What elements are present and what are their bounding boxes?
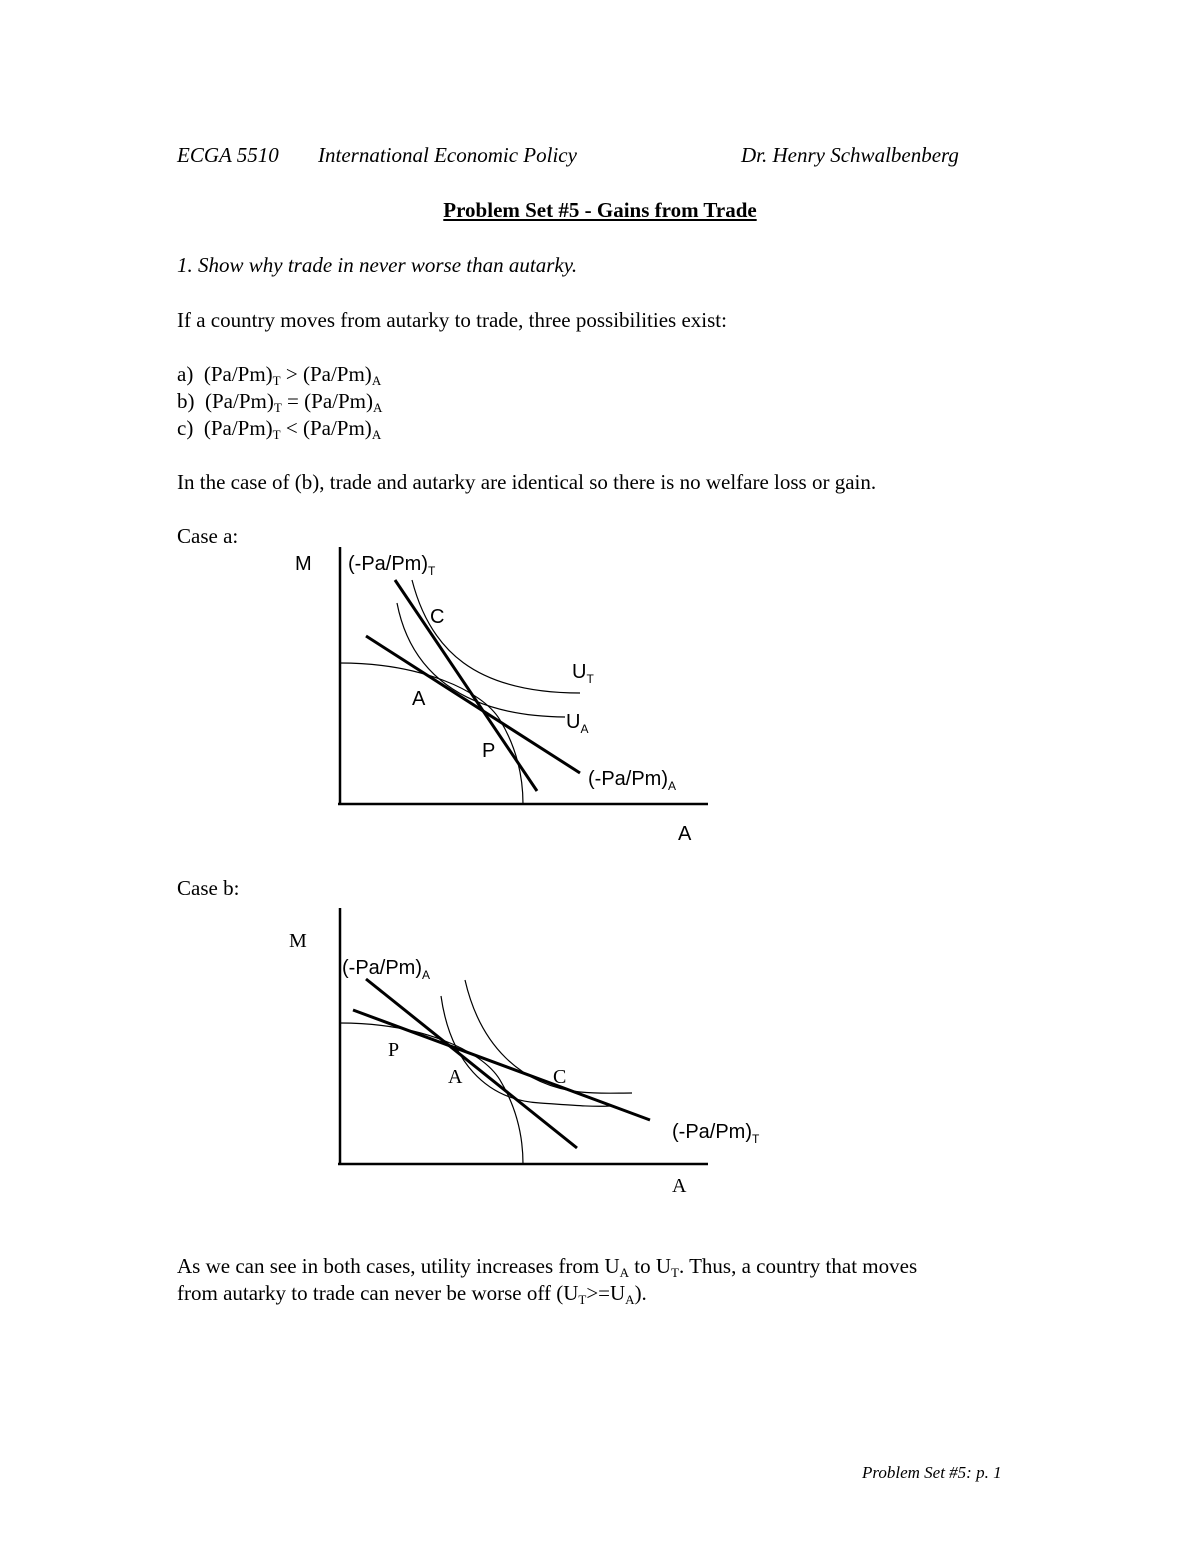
possibility-op: > <box>285 362 298 386</box>
possibility-left: (Pa/Pm) <box>203 416 273 440</box>
course-name: International Economic Policy <box>318 143 577 167</box>
point-p-label: P <box>388 1039 400 1061</box>
autarky-price-label <box>342 957 430 982</box>
possibility-left-sub: T <box>272 427 281 442</box>
utility-autarky-text: U <box>566 711 581 733</box>
conclusion-text: ). <box>634 1281 647 1305</box>
case-b-heading: Case b: <box>177 876 240 900</box>
instructor-name: Dr. Henry Schwalbenberg <box>741 143 959 167</box>
possibility-right: (Pa/Pm) <box>304 389 373 413</box>
possibility-left-sub: T <box>272 373 281 388</box>
question-text: 1. Show why trade in never worse than autarky. <box>177 253 578 277</box>
production-possibility-frontier <box>340 1023 523 1164</box>
x-axis-label: A <box>678 823 692 845</box>
autarky-price-text: (-Pa/Pm) <box>342 957 422 979</box>
intro-text: If a country moves from autarky to trade, three possibilities exist: <box>177 308 727 332</box>
autarky-price-text: (-Pa/Pm) <box>588 768 668 790</box>
possibility-label: b) <box>177 389 195 413</box>
point-c-label: C <box>430 606 445 628</box>
conclusion-text: to U <box>629 1254 672 1278</box>
possibility-label: c) <box>177 416 194 440</box>
autarky-price-line <box>366 979 577 1148</box>
point-c-label: C <box>553 1066 567 1088</box>
possibility-label: a) <box>177 362 194 386</box>
possibility-right: (Pa/Pm) <box>302 362 372 386</box>
utility-trade-sub: T <box>586 672 594 686</box>
conclusion-line-1 <box>177 1254 1027 1279</box>
possibility-op: = <box>287 389 299 413</box>
x-axis-label: A <box>672 1175 687 1197</box>
utility-trade-text: U <box>572 661 587 683</box>
conclusion-sub: T <box>671 1265 679 1280</box>
y-axis-label: M <box>289 930 307 952</box>
y-axis-label: M <box>295 553 312 575</box>
conclusion-sub: A <box>625 1292 635 1307</box>
conclusion-sub: T <box>578 1292 587 1307</box>
conclusion-sub: A <box>619 1265 630 1280</box>
page-footer: Problem Set #5: p. 1 <box>862 1463 1002 1482</box>
autarky-price-sub: A <box>668 779 677 793</box>
point-a-label: A <box>412 688 426 710</box>
trade-price-label <box>672 1121 760 1146</box>
conclusion-line-2 <box>177 1281 647 1306</box>
possibility-right: (Pa/Pm) <box>302 416 372 440</box>
indifference-curve-trade <box>465 980 632 1093</box>
point-a-label: A <box>448 1066 463 1088</box>
autarky-price-sub: A <box>422 968 431 982</box>
possibility-right-sub: A <box>371 427 382 442</box>
possibility-op: < <box>285 416 298 440</box>
conclusion-text: >=U <box>586 1281 626 1305</box>
conclusion-text: . Thus, a country that moves <box>678 1254 918 1278</box>
possibility-left: (Pa/Pm) <box>203 362 273 386</box>
point-p-label: P <box>482 740 496 762</box>
trade-price-line <box>353 1010 650 1120</box>
utility-autarky-sub: A <box>580 722 589 736</box>
case-b-note: In the case of (b), trade and autarky are identical so there is no welfare loss or gain. <box>177 470 877 494</box>
course-code: ECGA 5510 <box>177 143 279 167</box>
trade-price-sub: T <box>752 1132 760 1146</box>
trade-price-text: (-Pa/Pm) <box>672 1121 752 1143</box>
conclusion-text: from autarky to trade can never be worse off (U <box>177 1281 579 1305</box>
possibility-left: (Pa/Pm) <box>205 389 274 413</box>
conclusion-text: As we can see in both cases, utility increases from U <box>177 1254 620 1278</box>
trade-price-text: (-Pa/Pm) <box>348 553 428 575</box>
possibility-right-sub: A <box>372 400 383 415</box>
case-a-heading: Case a: <box>177 524 239 548</box>
trade-price-sub: T <box>428 564 436 578</box>
page-title: Problem Set #5 - Gains from Trade <box>443 198 757 222</box>
possibility-left-sub: T <box>273 400 282 415</box>
possibility-right-sub: A <box>371 373 382 388</box>
